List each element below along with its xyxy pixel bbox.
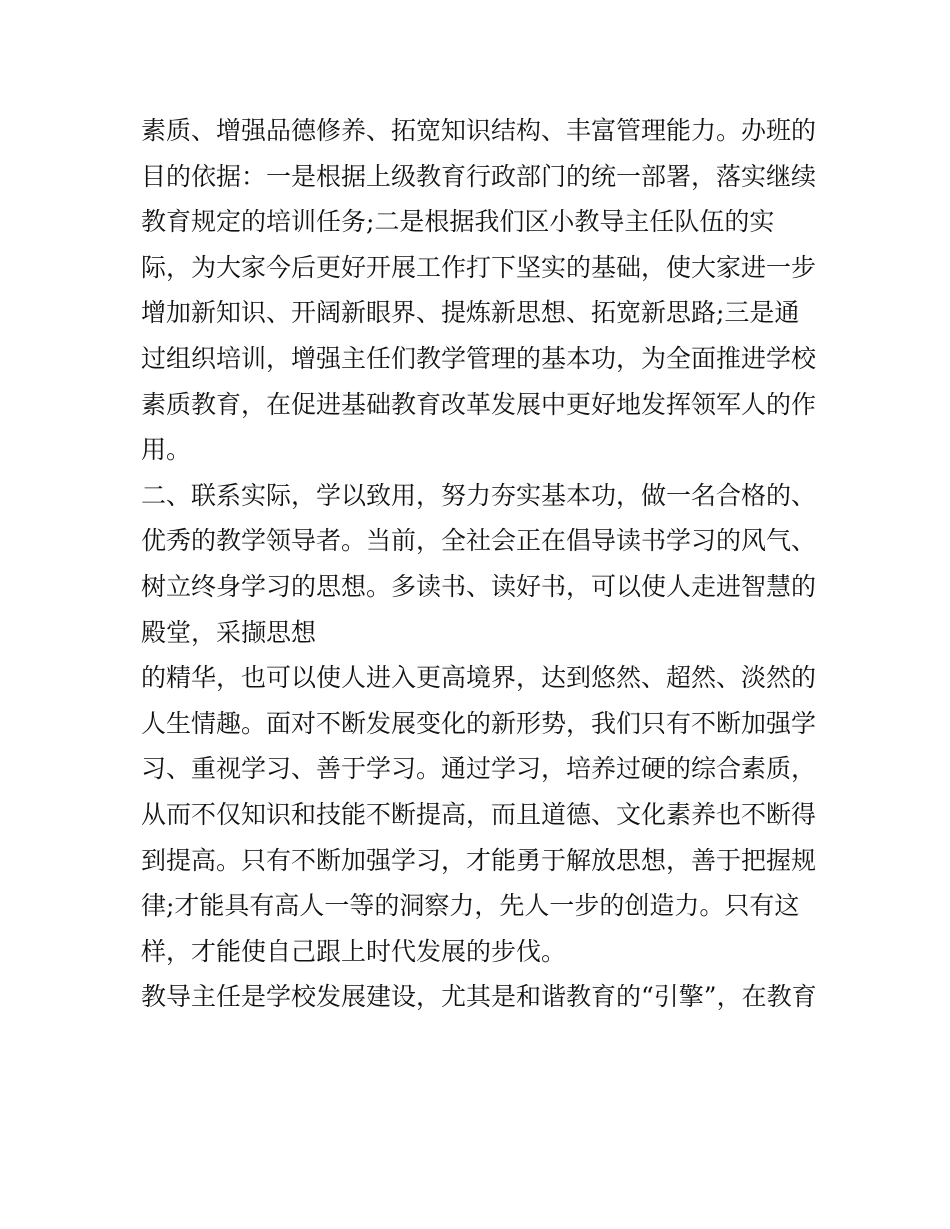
text-line: 殿堂，采撷思想: [141, 617, 317, 647]
text-line: 人生情趣。面对不断发展变化的新形势，我们只有不断加强学: [141, 708, 817, 738]
text-line: 从而不仅知识和技能不断提高，而且道德、文化素养也不断得: [141, 799, 817, 829]
text-line: 到提高。只有不断加强学习，才能勇于解放思想，善于把握规: [141, 845, 817, 875]
text-line: 过组织培训，增强主任们教学管理的基本功，为全面推进学校: [141, 343, 817, 373]
text-line: 习、重视学习、善于学习。通过学习，培养过硬的综合素质，: [141, 754, 817, 784]
text-line: 素质教育，在促进基础教育改革发展中更好地发挥领军人的作: [141, 389, 817, 419]
text-line: 样，才能使自己跟上时代发展的步伐。: [141, 936, 567, 966]
text-line: 增加新知识、开阔新眼界、提炼新思想、拓宽新思路;三是通: [141, 298, 800, 328]
text-line: 际，为大家今后更好开展工作打下坚实的基础，使大家进一步: [141, 252, 817, 282]
text-line: 树立终身学习的思想。多读书、读好书，可以使人走进智慧的: [141, 571, 817, 601]
text-line: 目的依据：一是根据上级教育行政部门的统一部署，落实继续: [141, 161, 817, 191]
text-line: 的精华，也可以使人进入更高境界，达到悠然、超然、淡然的: [141, 663, 817, 693]
text-line: 教导主任是学校发展建设，尤其是和谐教育的“引擎”，在教育: [141, 982, 817, 1012]
text-line: 素质、增强品德修养、拓宽知识结构、丰富管理能力。办班的: [141, 116, 817, 145]
document-body: [141, 108, 821, 1020]
text-line: 优秀的教学领导者。当前，全社会正在倡导读书学习的风气、: [141, 526, 817, 556]
text-line: 二、联系实际，学以致用，努力夯实基本功，做一名合格的、: [141, 480, 817, 510]
text-line: 教育规定的培训任务;二是根据我们区小教导主任队伍的实: [141, 207, 775, 237]
text-line: 用。: [141, 435, 192, 465]
text-line: 律;才能具有高人一等的洞察力，先人一步的创造力。只有这: [141, 891, 800, 921]
